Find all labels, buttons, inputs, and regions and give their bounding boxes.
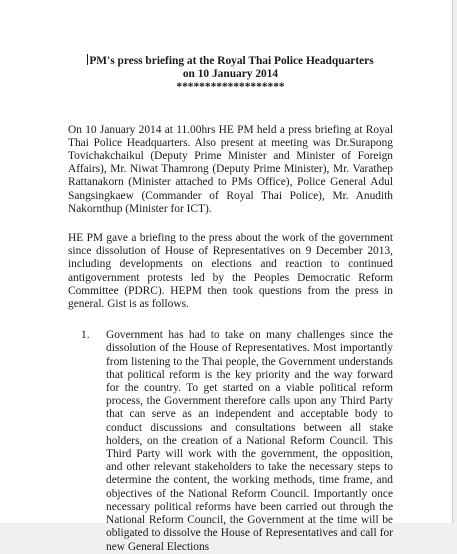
paragraph-briefing-summary: HE PM gave a briefing to the press about the work of the government since dissolution of House of Representatives on 9 December 2013, including developments on elections and reaction to continued antigovernment protests led by the Peoples Democratic Reform Committee (PDRC). HEPM then took questions from the press in general. Gist is as follows. bbox=[68, 232, 393, 311]
title-line-1-text: PM's press briefing at the Royal Thai Police Headquarters bbox=[89, 55, 374, 67]
list-item-number: 1. bbox=[81, 329, 90, 342]
numbered-list bbox=[68, 329, 393, 553]
title-line-1 bbox=[68, 54, 393, 68]
title-line-2: on 10 January 2014 bbox=[182, 68, 279, 81]
document-title bbox=[68, 54, 393, 95]
list-item-text: Government has had to take on many challenges since the dissolution of the House of Representatives. Most importantly from listening to the Thai people, the Government understands that political reform is the key priority and the way forward for the country. To get started on a viable political reform process, the Government therefore calls upon any Third Party that can serve as an independent and acceptable body to conduct discussions and consultations between all stake holders, on the creation of a National Reform Council. This Third Party will work with the government, the opposition, and other relevant stakeholders to take the necessary steps to determine the content, the working methods, time frame, and objectives of the National Reform Council. Importantly once necessary political reforms have been carried out through the National Reform Council, the Government at the time will be obligated to dissolve the House of Representatives and call for new General Elections bbox=[106, 329, 393, 553]
document-body bbox=[68, 54, 393, 554]
paragraph-attendees: On 10 January 2014 at 11.00hrs HE PM held a press briefing at Royal Thai Police Headquarters. Also present at meeting was Dr.Surapong Tovichakchaikul (Deputy Prime Minister and Minister of Foreign Affairs), Mr. Niwat Thamrong (Deputy Prime Minister), Mr. Varathep Rattanakorn (Minister attached to PMs Office), Police General Adul Sangsingkaew (Commander of Royal Thai Police), Mr. Anudith Nakornthup (Minister for ICT). bbox=[68, 123, 393, 215]
separator-stars: ******************* bbox=[176, 81, 285, 94]
list-item bbox=[81, 329, 393, 553]
